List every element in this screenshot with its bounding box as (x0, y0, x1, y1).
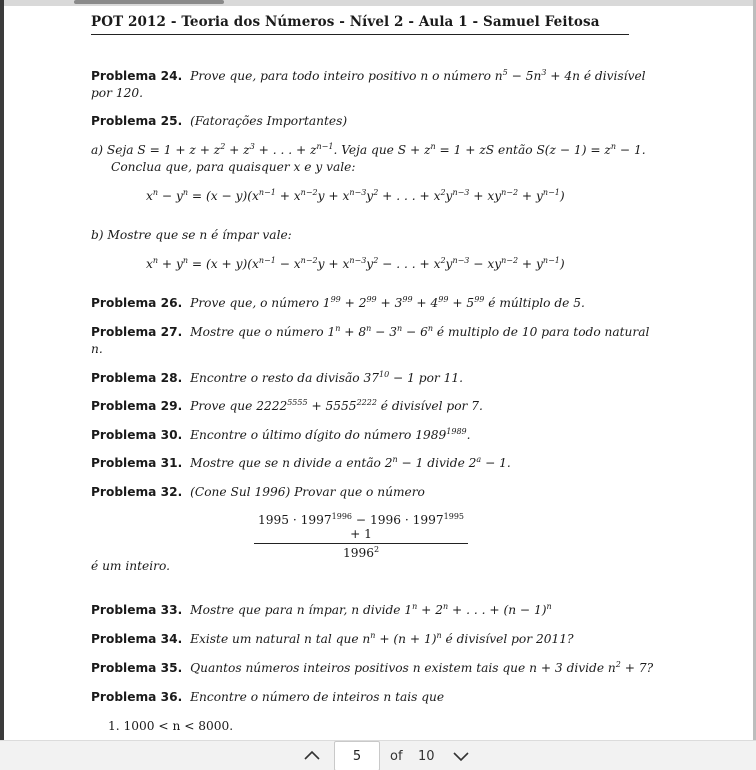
problem-27: Problema 27. Mostre que o número $1^n + 8^n - 3^n - 6^n$ é multiplo de 10 para todo natural (91, 324, 650, 339)
problem-30: Problema 30. Encontre o último dígito do número $1989^{1989}$. (91, 427, 471, 442)
problem-32-cont: é um inteiro. (91, 559, 170, 573)
fraction-numerator: $1995 \cdot 1997^{1996} - 1996 \cdot 1997^{1995} + 1$ (254, 513, 468, 544)
problem-label: Problema 33. (91, 603, 183, 617)
problem-34: Problema 34. Existe um natural n tal que $n^n + (n + 1)^n$ é divisível por 2011? (91, 631, 574, 646)
problem-label: Problema 30. (91, 428, 183, 442)
page-header: POT 2012 - Teoria dos Números - Nível 2 - Aula 1 - Samuel Feitosa (91, 14, 629, 35)
problem-29: Problema 29. Prove que $2222^{5555} + 5555^{2222}$ é divisível por 7. (91, 398, 483, 413)
problem-label: Problema 35. (91, 661, 183, 675)
problem-25a-cont: Conclua que, para quaisquer x e y vale: (111, 160, 356, 174)
equation-difference-of-powers: $x^n - y^n = (x - y)(x^{n-1} + x^{n-2}y + x^{n-3}y^2$ + . . . + $x^2y^{n-3} + xy^{n-2} + y^{n-1}$) (146, 188, 565, 203)
previous-page-button[interactable] (303, 747, 321, 765)
problem-label: Problema 36. (91, 690, 183, 704)
problem-25: Problema 25. (Fatorações Importantes) (91, 114, 348, 128)
problem-27-cont: n. (91, 342, 103, 356)
problem-24-cont: por 120. (91, 86, 143, 100)
problem-26: Problema 26. Prove que, o número $1^{99} + 2^{99} + 3^{99} + 4^{99} + 5^{99}$ é múltiplo de 5. (91, 295, 585, 310)
chevron-up-icon (303, 747, 321, 765)
of-label: of (390, 749, 403, 764)
problem-label: Problema 26. (91, 296, 183, 310)
page-navigation-bar (0, 740, 756, 770)
problem-31: Problema 31. Mostre que se n divide a então $2^n - 1$ divide $2^a - 1$. (91, 455, 511, 470)
problem-label: Problema 27. (91, 325, 183, 339)
problem-label: Problema 25. (91, 114, 183, 128)
document-page (4, 6, 753, 740)
problem-24: Problema 24. Prove que, para todo inteiro positivo n o número $n^5 - 5n^3 + 4n$ é divisível (91, 68, 646, 83)
problem-36-item-1: 1. 1000 < n < 8000. (108, 719, 234, 733)
next-page-button[interactable] (452, 747, 470, 765)
problem-25a: a) Seja $S = 1 + z + z^2 + z^3$ + . . . + $z^{n-1}$. Veja que $S + z^n = 1$ + zS então $S(z - 1) = z^n - 1$. (91, 142, 646, 157)
problem-label: Problema 29. (91, 399, 183, 413)
problem-label: Problema 34. (91, 632, 183, 646)
problem-label: Problema 32. (91, 485, 183, 499)
problem-36: Problema 36. Encontre o número de inteiros n tais que (91, 690, 445, 704)
fraction-expression (254, 513, 468, 560)
page-number-input[interactable] (334, 741, 380, 770)
equation-sum-of-powers: $x^n + y^n = (x + y)(x^{n-1} - x^{n-2}y + x^{n-3}y^2$ − . . . + $x^2y^{n-3} - xy^{n-2} + y^{n-1}$) (146, 256, 565, 271)
scrollbar-thumb[interactable] (74, 0, 224, 4)
problem-32: Problema 32. (Cone Sul 1996) Provar que o número (91, 485, 425, 499)
problem-35: Problema 35. Quantos números inteiros positivos n existem tais que n + 3 divide $n^2 + 7$? (91, 660, 654, 675)
problem-25b: b) Mostre que se n é ímpar vale: (91, 228, 292, 242)
problem-28: Problema 28. Encontre o resto da divisão $37^{10} - 1$ por 11. (91, 370, 463, 385)
total-pages: 10 (418, 749, 435, 764)
problem-33: Problema 33. Mostre que para n ímpar, n divide $1^n + 2^n$ + . . . + $(n - 1)^n$ (91, 602, 552, 617)
problem-label: Problema 28. (91, 371, 183, 385)
problem-label: Problema 24. (91, 69, 183, 83)
fraction-denominator: 1996$^2$ (342, 545, 380, 560)
chevron-down-icon (452, 747, 470, 765)
problem-label: Problema 31. (91, 456, 183, 470)
